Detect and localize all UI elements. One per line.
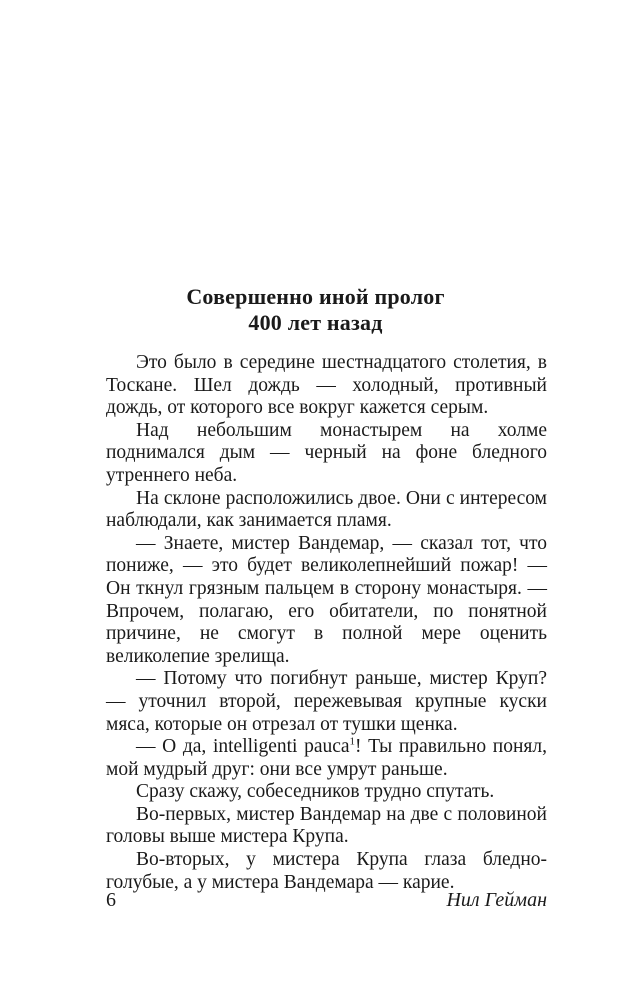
paragraph-8: Во-первых, мистер Вандемар на две с половиной головы выше мистера Крупа. [106, 803, 547, 848]
page-number: 6 [106, 889, 116, 911]
paragraph-6-lead: — О да, [136, 736, 213, 758]
chapter-title-line-1: Совершенно иной пролог [186, 284, 445, 309]
paragraph-5: — Потому что погибнут раньше, мистер Круп? — уточнил второй, пережевывая крупные куски мяса, которые он отрезал от тушки щенка. [106, 668, 547, 735]
body-text [106, 352, 547, 894]
latin-phrase: intelligenti pauca [212, 736, 350, 758]
footnote-marker[interactable]: 1 [349, 735, 356, 748]
chapter-title-line-2: 400 лет назад [248, 310, 383, 335]
paragraph-1: Это было в середине шестнадцатого столетия, в Тоскане. Шел дождь — холодный, противный дождь, от которого все вокруг кажется серым. [106, 352, 547, 419]
paragraph-9: Во-вторых, у мистера Крупа глаза бледно-голубые, а у мистера Вандемара — карие. [106, 849, 547, 893]
paragraph-4: — Знаете, мистер Вандемар, — сказал тот, что пониже, — это будет великолепнейший пожар! — Он ткнул грязным пальцем в сторону монастыря. — Впрочем, полагаю, его обитатели, по понятной причине, не смогут в полной мере оценить великолепие зрелища. [106, 532, 547, 667]
paragraph-7: Сразу скажу, собеседников трудно спутать. [136, 781, 495, 803]
chapter-title [0, 284, 631, 336]
paragraph-6-tail: ! Ты правильно понял, мой мудрый друг: они все умрут раньше. [106, 736, 547, 780]
paragraph-6 [106, 736, 547, 781]
paragraph-2: Над небольшим монастырем на холме поднимался дым — черный на фоне бледного утреннего неба. [106, 419, 547, 486]
paragraph-3: На склоне расположились двое. Они с интересом наблюдали, как занимается пламя. [106, 487, 547, 532]
running-footer-author: Нил Гейман [446, 889, 547, 911]
